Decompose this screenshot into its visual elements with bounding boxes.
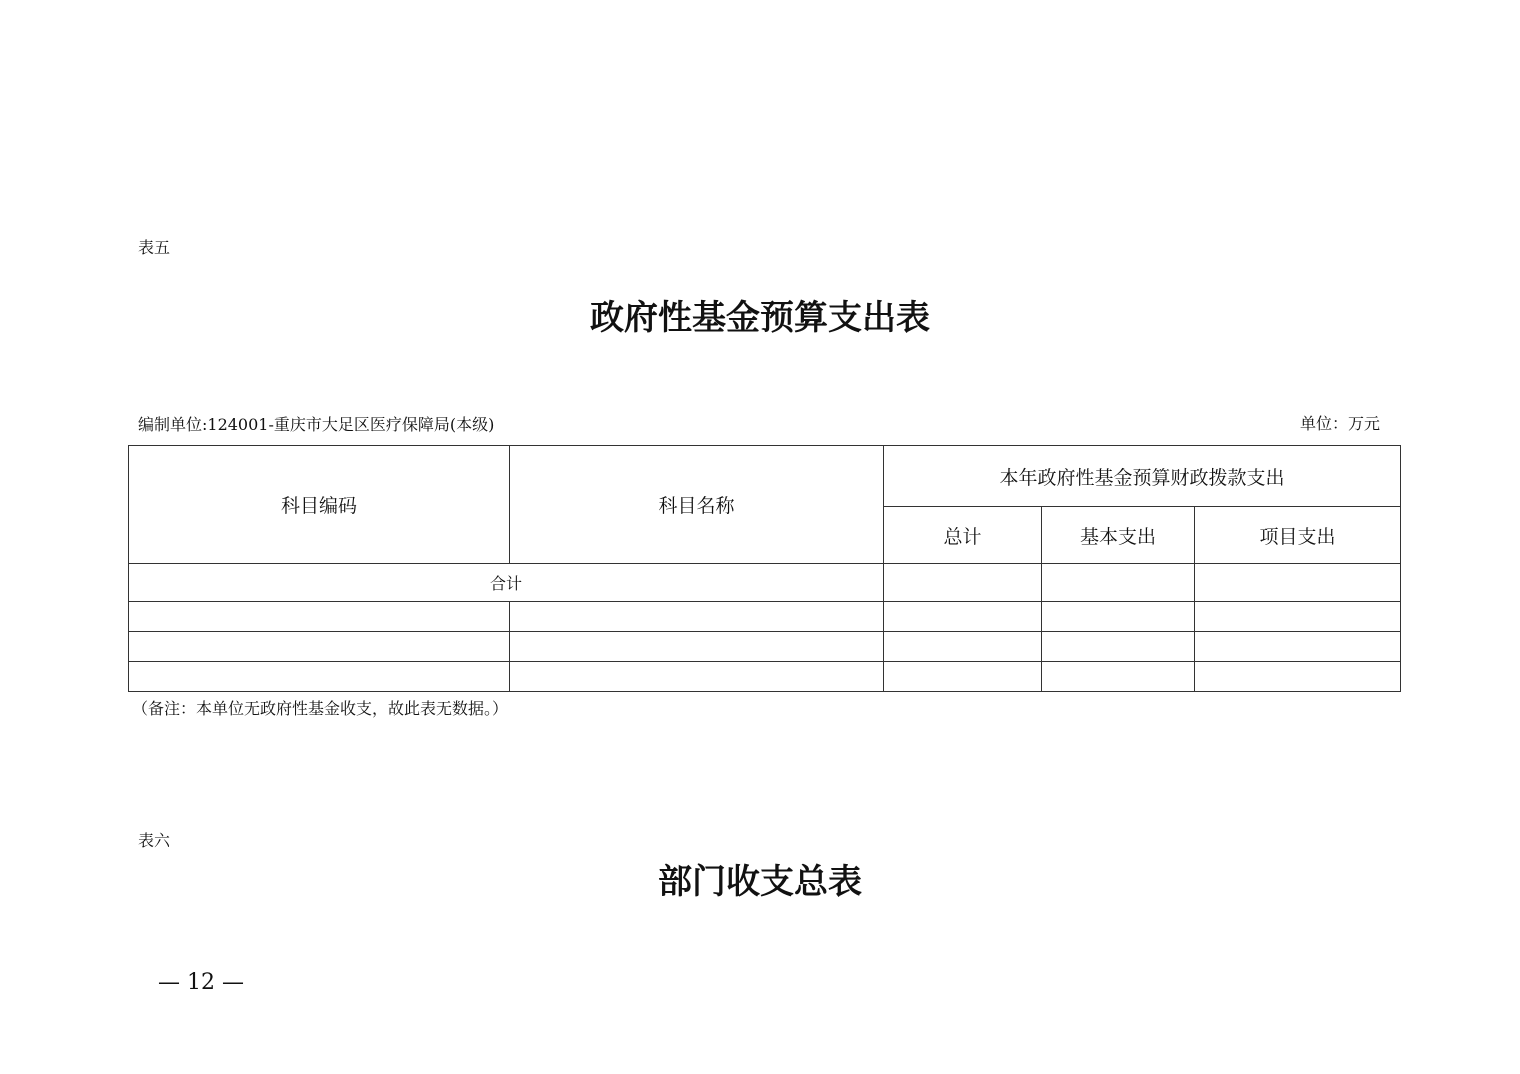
org-name: 编制单位:124001-重庆市大足区医疗保障局(本级) [138, 415, 495, 434]
total-row [129, 564, 1401, 602]
budget-table [128, 445, 1401, 692]
total-label: 合计 [129, 564, 884, 602]
table-label: 表六 [138, 831, 171, 850]
row-basic [1042, 602, 1195, 632]
row-project [1195, 632, 1401, 662]
row-code [129, 602, 510, 632]
header-total: 总计 [884, 507, 1042, 564]
row-total [884, 662, 1042, 692]
table-note: （备注：本单位无政府性基金收支，故此表无数据。） [132, 699, 509, 718]
unit-label: 单位：万元 [1300, 414, 1381, 433]
row-name [510, 632, 884, 662]
row-basic [1042, 662, 1195, 692]
header-code: 科目编码 [129, 446, 510, 564]
total-project [1195, 564, 1401, 602]
row-project [1195, 662, 1401, 692]
row-code [129, 662, 510, 692]
page-title: 政府性基金预算支出表 [590, 298, 930, 338]
table-row [129, 662, 1401, 692]
header-group: 本年政府性基金预算财政拨款支出 [884, 446, 1401, 507]
row-total [884, 602, 1042, 632]
row-basic [1042, 632, 1195, 662]
page-number: — 12 — [158, 970, 244, 995]
header-name: 科目名称 [510, 446, 884, 564]
row-total [884, 632, 1042, 662]
total-value [884, 564, 1042, 602]
row-name [510, 662, 884, 692]
total-basic [1042, 564, 1195, 602]
header-basic: 基本支出 [1042, 507, 1195, 564]
row-code [129, 632, 510, 662]
header-row [129, 446, 1401, 507]
table-row [129, 602, 1401, 632]
table-label: 表五 [138, 238, 171, 257]
table-row [129, 632, 1401, 662]
row-name [510, 602, 884, 632]
section-title: 部门收支总表 [658, 862, 862, 902]
header-project: 项目支出 [1195, 507, 1401, 564]
row-project [1195, 602, 1401, 632]
